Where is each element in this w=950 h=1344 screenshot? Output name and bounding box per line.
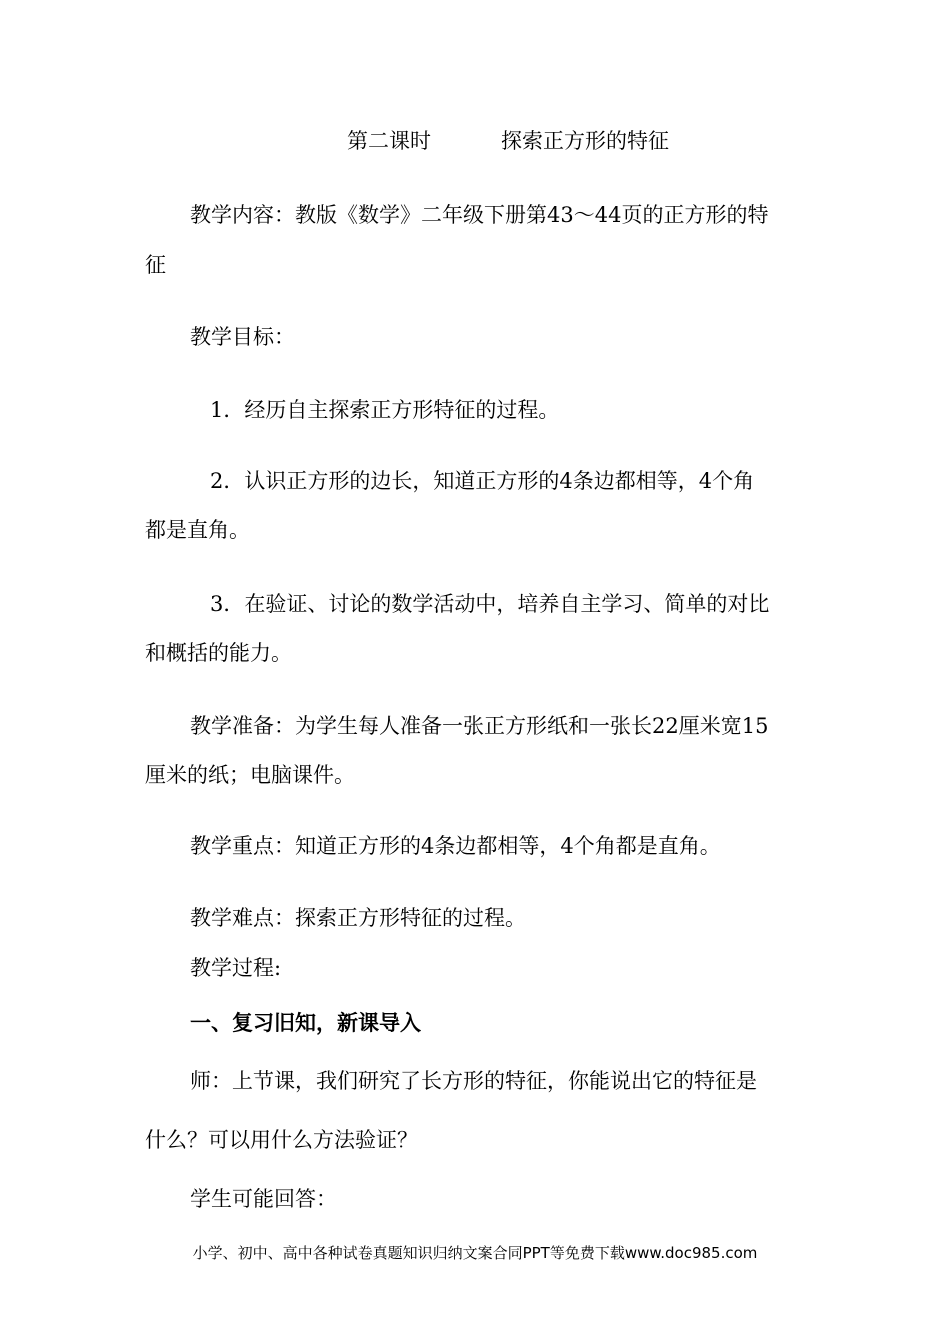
prep-line-1: 教学准备：为学生每人准备一张正方形纸和一张长22厘米宽15 xyxy=(190,714,769,738)
student-answer-label: 学生可能回答： xyxy=(190,1187,337,1211)
prep-line-2: 厘米的纸；电脑课件。 xyxy=(145,763,355,787)
difficulty: 教学难点：探索正方形特征的过程。 xyxy=(190,906,526,930)
footer-note: 小学、初中、高中各种试卷真题知识归纳文案合同PPT等免费下载www.doc985.com xyxy=(192,1244,758,1262)
process-label: 教学过程: xyxy=(190,956,282,980)
content-line-2: 征 xyxy=(145,253,166,277)
page-title xyxy=(347,126,669,156)
goal-2-line-1: 2．认识正方形的边长，知道正方形的4条边都相等，4个角 xyxy=(210,469,755,493)
goal-2-line-2: 都是直角。 xyxy=(145,518,250,542)
title-lesson-number: 第二课时 xyxy=(347,129,431,153)
goal-1: 1．经历自主探索正方形特征的过程。 xyxy=(210,398,560,422)
goal-3-line-2: 和概括的能力。 xyxy=(145,641,292,665)
teacher-line-2: 什么？可以用什么方法验证？ xyxy=(145,1128,418,1152)
content-line-1: 教学内容：教版《数学》二年级下册第43～44页的正方形的特 xyxy=(190,203,769,227)
goal-3-line-1: 3．在验证、讨论的数学活动中，培养自主学习、简单的对比 xyxy=(210,592,770,616)
teacher-line-1: 师：上节课，我们研究了长方形的特征，你能说出它的特征是 xyxy=(190,1069,757,1093)
goals-label: 教学目标： xyxy=(190,325,295,349)
section-1-heading: 一、复习旧知，新课导入 xyxy=(190,1010,421,1035)
key-point: 教学重点：知道正方形的4条边都相等，4个角都是直角。 xyxy=(190,834,721,858)
title-topic: 探索正方形的特征 xyxy=(501,129,669,153)
